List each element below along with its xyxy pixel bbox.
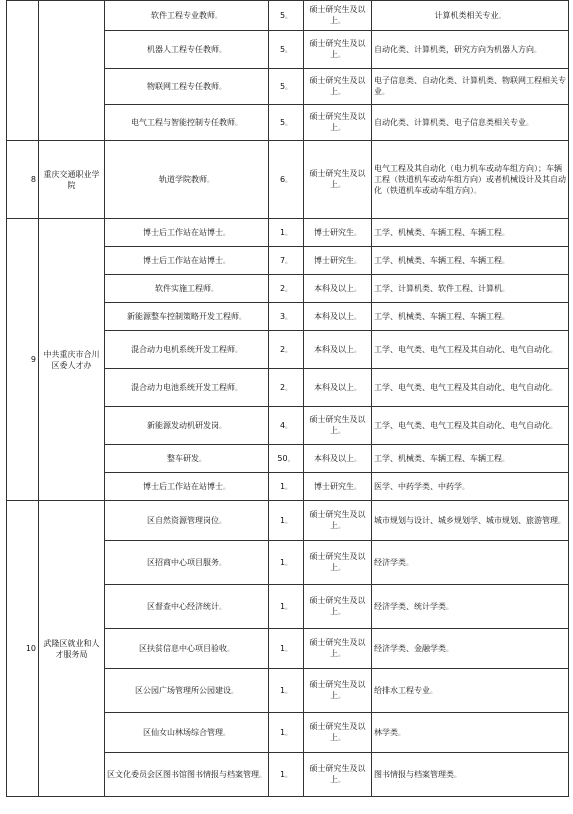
paragraph-mark: 。 <box>285 686 293 695</box>
paragraph-mark: 。 <box>285 558 293 567</box>
education-text: 硕士研究生及以上 <box>309 596 366 616</box>
paragraph-mark: 。 <box>534 45 541 54</box>
position-cell <box>105 585 269 629</box>
major-text: 经济学类、金融学类 <box>374 643 446 653</box>
position-cell <box>105 669 269 713</box>
count-cell <box>269 407 304 445</box>
paragraph-mark: 。 <box>354 228 361 237</box>
paragraph-mark: 。 <box>338 650 345 658</box>
paragraph-mark: 。 <box>354 284 361 293</box>
paragraph-mark: 。 <box>338 181 345 189</box>
paragraph-mark: 。 <box>454 770 461 779</box>
paragraph-mark: 。 <box>446 644 453 653</box>
major-text: 医学、中药学类、中药学 <box>374 481 462 491</box>
count-text: 7 <box>279 255 286 265</box>
major-text: 工学、机械类、车辆工程、车辆工程 <box>374 311 502 321</box>
education-cell <box>304 105 372 141</box>
major-cell <box>372 247 569 275</box>
position-cell <box>105 501 269 541</box>
paragraph-mark: 。 <box>338 88 345 96</box>
count-cell <box>269 331 304 369</box>
education-text: 硕士研究生及以上 <box>309 764 366 784</box>
paragraph-mark: 。 <box>338 608 345 616</box>
paragraph-mark: 。 <box>382 88 389 96</box>
paragraph-mark: 。 <box>502 454 509 463</box>
count-text: 4 <box>279 420 286 430</box>
paragraph-mark: 。 <box>285 728 293 737</box>
employer-name: 武隆区就业和人才服务局 <box>39 501 105 797</box>
table-row <box>7 219 569 247</box>
position-cell <box>105 473 269 501</box>
position-text: 区文化委员会区图书馆图书情报与档案管理 <box>107 769 259 779</box>
paragraph-mark: 。 <box>235 118 242 127</box>
position-cell <box>105 753 269 797</box>
paragraph-mark: 。 <box>285 345 293 354</box>
position-text: 区公园广场管理所公园建设 <box>135 685 231 695</box>
count-cell <box>269 473 304 501</box>
education-cell <box>304 141 372 219</box>
count-cell <box>269 369 304 407</box>
education-cell <box>304 31 372 69</box>
paragraph-mark: 。 <box>398 728 405 737</box>
major-cell <box>372 219 569 247</box>
paragraph-mark: 。 <box>550 421 557 430</box>
paragraph-mark: 。 <box>338 734 345 742</box>
count-cell <box>269 31 304 69</box>
count-cell <box>269 501 304 541</box>
major-cell <box>372 541 569 585</box>
position-text: 博士后工作站在站博士 <box>143 481 223 491</box>
education-text: 博士研究生 <box>314 255 354 265</box>
paragraph-mark: 。 <box>231 686 238 695</box>
education-cell <box>304 275 372 303</box>
major-cell <box>372 407 569 445</box>
paragraph-mark: 。 <box>285 256 293 265</box>
paragraph-mark: 。 <box>338 776 345 784</box>
major-cell <box>372 369 569 407</box>
paragraph-mark: 。 <box>354 345 361 354</box>
education-cell <box>304 501 372 541</box>
paragraph-mark: 。 <box>338 51 345 59</box>
position-text: 混合动力电机系统开发工程师 <box>131 344 235 354</box>
paragraph-mark: 。 <box>223 482 230 491</box>
position-text: 物联网工程专任教师 <box>147 81 219 91</box>
paragraph-mark: 。 <box>354 312 361 321</box>
major-cell <box>372 473 569 501</box>
count-cell <box>269 303 304 331</box>
row-number: 9 <box>7 219 39 501</box>
education-text: 硕士研究生及以上 <box>309 169 366 189</box>
paragraph-mark: 。 <box>285 45 293 54</box>
education-cell <box>304 69 372 105</box>
major-text: 工学、计算机类、软件工程、计算机 <box>374 283 502 293</box>
paragraph-mark: 。 <box>239 312 246 321</box>
count-cell <box>269 219 304 247</box>
recruitment-table <box>6 0 569 797</box>
paragraph-mark: 。 <box>285 644 293 653</box>
position-cell <box>105 275 269 303</box>
position-text: 混合动力电池系统开发工程师 <box>131 382 235 392</box>
paragraph-mark: 。 <box>502 228 509 237</box>
paragraph-mark: 。 <box>354 256 361 265</box>
paragraph-mark: 。 <box>285 228 293 237</box>
count-cell <box>269 753 304 797</box>
employer-name: 重庆交通职业学院 <box>39 141 105 219</box>
education-text: 硕士研究生及以上 <box>309 722 366 742</box>
count-cell <box>269 1 304 31</box>
count-text: 2 <box>279 382 286 392</box>
paragraph-mark: 。 <box>285 284 293 293</box>
major-cell <box>372 105 569 141</box>
education-text: 本科及以上 <box>314 311 354 321</box>
paragraph-mark: 。 <box>223 256 230 265</box>
paragraph-mark: 。 <box>285 175 293 184</box>
count-cell <box>269 669 304 713</box>
position-cell <box>105 407 269 445</box>
position-cell <box>105 69 269 105</box>
paragraph-mark: 。 <box>502 256 509 265</box>
paragraph-mark: 。 <box>285 770 293 779</box>
count-cell <box>269 69 304 105</box>
paragraph-mark: 。 <box>430 686 437 695</box>
major-text: 工学、电气类、电气工程及其自动化、电气自动化 <box>374 382 550 392</box>
education-cell <box>304 473 372 501</box>
table-row <box>7 141 569 219</box>
paragraph-mark: 。 <box>502 312 509 321</box>
paragraph-mark: 。 <box>211 284 218 293</box>
paragraph-mark: 。 <box>219 82 226 91</box>
count-cell <box>269 141 304 219</box>
count-cell <box>269 713 304 753</box>
education-cell <box>304 369 372 407</box>
paragraph-mark: 。 <box>285 11 293 20</box>
paragraph-mark: 。 <box>354 482 361 491</box>
major-cell <box>372 629 569 669</box>
major-cell <box>372 501 569 541</box>
row-number: 10 <box>7 501 39 797</box>
position-cell <box>105 713 269 753</box>
paragraph-mark: 。 <box>223 228 230 237</box>
education-text: 硕士研究生及以上 <box>309 76 366 96</box>
paragraph-mark: 。 <box>285 482 293 491</box>
major-cell <box>372 303 569 331</box>
paragraph-mark: 。 <box>219 558 226 567</box>
paragraph-mark: 。 <box>338 427 345 435</box>
count-text: 1 <box>279 227 286 237</box>
major-text: 工学、机械类、车辆工程、车辆工程 <box>374 227 502 237</box>
position-cell <box>105 247 269 275</box>
education-text: 硕士研究生及以上 <box>309 112 366 132</box>
paragraph-mark: 。 <box>338 17 345 25</box>
count-text: 3 <box>279 311 286 321</box>
paragraph-mark: 。 <box>285 421 293 430</box>
major-text: 图书情报与档案管理类 <box>374 769 454 779</box>
count-cell <box>269 247 304 275</box>
paragraph-mark: 。 <box>285 516 293 525</box>
count-text: 2 <box>279 344 286 354</box>
count-cell <box>269 105 304 141</box>
count-cell <box>269 275 304 303</box>
paragraph-mark: 。 <box>285 312 293 321</box>
paragraph-mark: 。 <box>462 482 469 491</box>
count-text: 1 <box>279 481 286 491</box>
education-cell <box>304 585 372 629</box>
table-row <box>7 1 569 31</box>
education-text: 博士研究生 <box>314 227 354 237</box>
count-text: 2 <box>279 283 286 293</box>
education-text: 硕士研究生及以上 <box>309 415 366 435</box>
paragraph-mark: 。 <box>354 454 361 463</box>
position-cell <box>105 141 269 219</box>
paragraph-mark: 。 <box>338 124 345 132</box>
paragraph-mark: 。 <box>199 454 206 463</box>
position-cell <box>105 105 269 141</box>
paragraph-mark: 。 <box>446 602 453 611</box>
education-text: 硕士研究生及以上 <box>309 638 366 658</box>
count-cell <box>269 585 304 629</box>
position-cell <box>105 331 269 369</box>
paragraph-mark: 。 <box>215 11 222 20</box>
count-text: 1 <box>279 601 286 611</box>
major-cell <box>372 585 569 629</box>
major-text: 工学、机械类、车辆工程、车辆工程 <box>374 453 502 463</box>
count-cell <box>269 445 304 473</box>
major-text: 城市规划与设计、城乡规划学、城市规划、旅游管理 <box>374 515 558 525</box>
major-cell <box>372 445 569 473</box>
count-text: 5 <box>279 117 286 127</box>
paragraph-mark: 。 <box>502 284 509 293</box>
major-text: 经济学类、统计学类 <box>374 601 446 611</box>
count-text: 1 <box>279 557 286 567</box>
major-text: 经济学类 <box>374 557 406 567</box>
major-cell <box>372 1 569 31</box>
paragraph-mark: 。 <box>235 345 242 354</box>
major-cell <box>372 713 569 753</box>
position-cell <box>105 219 269 247</box>
major-cell <box>372 753 569 797</box>
major-text: 工学、电气类、电气工程及其自动化、电气自动化 <box>374 344 550 354</box>
paragraph-mark: 。 <box>354 383 361 392</box>
position-text: 软件工程专业教师 <box>151 10 215 20</box>
paragraph-mark: 。 <box>235 383 242 392</box>
education-text: 硕士研究生及以上 <box>309 39 366 59</box>
education-cell <box>304 331 372 369</box>
count-text: 50 <box>277 453 288 463</box>
education-cell <box>304 713 372 753</box>
education-text: 本科及以上 <box>314 382 354 392</box>
paragraph-mark: 。 <box>550 383 557 392</box>
position-cell <box>105 303 269 331</box>
paragraph-mark: 。 <box>219 602 226 611</box>
position-text: 电气工程与智能控制专任教师 <box>131 117 235 127</box>
position-text: 区招商中心项目服务 <box>147 557 219 567</box>
table-body <box>7 1 569 797</box>
education-text: 博士研究生 <box>314 481 354 491</box>
count-text: 1 <box>279 643 286 653</box>
paragraph-mark: 。 <box>223 728 230 737</box>
position-text: 轨道学院教师 <box>159 174 207 184</box>
major-cell <box>372 331 569 369</box>
employer-name <box>39 1 105 141</box>
table-row <box>7 501 569 541</box>
education-text: 本科及以上 <box>314 344 354 354</box>
position-text: 区督查中心经济统计 <box>147 601 219 611</box>
paragraph-mark: 。 <box>207 175 214 184</box>
major-text: 林学类 <box>374 727 398 737</box>
count-text: 1 <box>279 515 286 525</box>
paragraph-mark: 。 <box>558 516 565 525</box>
education-text: 本科及以上 <box>314 453 354 463</box>
education-text: 硕士研究生及以上 <box>309 552 366 572</box>
count-text: 1 <box>279 685 286 695</box>
position-text: 新能源整车控制策略开发工程师 <box>127 311 239 321</box>
count-text: 6 <box>279 174 286 184</box>
major-text: 工学、电气类、电气工程及其自动化、电气自动化 <box>374 420 550 430</box>
paragraph-mark: 。 <box>259 770 266 779</box>
major-cell <box>372 69 569 105</box>
education-text: 本科及以上 <box>314 283 354 293</box>
education-cell <box>304 669 372 713</box>
major-text: 工学、机械类、车辆工程、车辆工程 <box>374 255 502 265</box>
count-text: 5 <box>279 44 286 54</box>
paragraph-mark: 。 <box>287 454 295 463</box>
paragraph-mark: 。 <box>550 345 557 354</box>
education-cell <box>304 1 372 31</box>
position-text: 机器人工程专任教师 <box>147 44 219 54</box>
major-text: 电气工程及其自动化（电力机车或动车组方向）；车辆工程（铁道机车或动车组方向）或者机械设计及其自动化（铁道机车或动车组方向） <box>374 163 566 195</box>
count-cell <box>269 629 304 669</box>
position-text: 新能源发动机研发岗 <box>147 420 219 430</box>
paragraph-mark: 。 <box>498 11 506 20</box>
position-cell <box>105 1 269 31</box>
row-number: 8 <box>7 141 39 219</box>
position-text: 区自然资源管理岗位 <box>147 515 219 525</box>
education-cell <box>304 445 372 473</box>
paragraph-mark: 。 <box>285 82 293 91</box>
paragraph-mark: 。 <box>338 692 345 700</box>
paragraph-mark: 。 <box>338 564 345 572</box>
position-text: 博士后工作站在站博士 <box>143 255 223 265</box>
count-text: 5 <box>279 10 286 20</box>
count-cell <box>269 541 304 585</box>
education-text: 硕士研究生及以上 <box>309 5 366 25</box>
paragraph-mark: 。 <box>338 522 345 530</box>
education-cell <box>304 629 372 669</box>
count-text: 1 <box>279 769 286 779</box>
major-cell <box>372 669 569 713</box>
major-text: 自动化类、计算机类，研究方向为机器人方向 <box>374 44 534 54</box>
paragraph-mark: 。 <box>526 118 533 127</box>
education-text: 硕士研究生及以上 <box>309 510 366 530</box>
education-text: 硕士研究生及以上 <box>309 680 366 700</box>
position-cell <box>105 369 269 407</box>
position-text: 区扶贫信息中心项目验收 <box>139 643 227 653</box>
row-number <box>7 1 39 141</box>
education-cell <box>304 541 372 585</box>
paragraph-mark: 。 <box>474 186 481 195</box>
education-cell <box>304 753 372 797</box>
paragraph-mark: 。 <box>406 558 413 567</box>
count-text: 1 <box>279 727 286 737</box>
education-cell <box>304 407 372 445</box>
position-text: 整车研发 <box>167 453 199 463</box>
paragraph-mark: 。 <box>219 45 226 54</box>
major-cell <box>372 275 569 303</box>
major-text: 给排水工程专业 <box>374 685 430 695</box>
paragraph-mark: 。 <box>219 421 226 430</box>
paragraph-mark: 。 <box>285 602 293 611</box>
major-cell <box>372 31 569 69</box>
education-cell <box>304 247 372 275</box>
position-cell <box>105 629 269 669</box>
major-text: 自动化类、计算机类、电子信息类相关专业 <box>374 117 526 127</box>
paragraph-mark: 。 <box>285 118 293 127</box>
major-text: 计算机类相关专业 <box>434 10 499 20</box>
major-text: 电子信息类、自动化类、计算机类、物联网工程相关专业 <box>374 76 566 96</box>
education-cell <box>304 303 372 331</box>
position-text: 博士后工作站在站博士 <box>143 227 223 237</box>
position-cell <box>105 541 269 585</box>
position-cell <box>105 31 269 69</box>
position-text: 区仙女山林场综合管理 <box>143 727 223 737</box>
employer-name: 中共重庆市合川区委人才办 <box>39 219 105 501</box>
education-cell <box>304 219 372 247</box>
paragraph-mark: 。 <box>227 644 234 653</box>
paragraph-mark: 。 <box>219 516 226 525</box>
position-cell <box>105 445 269 473</box>
count-text: 5 <box>279 81 286 91</box>
major-cell <box>372 141 569 219</box>
paragraph-mark: 。 <box>285 383 293 392</box>
position-text: 软件实施工程师 <box>155 283 211 293</box>
